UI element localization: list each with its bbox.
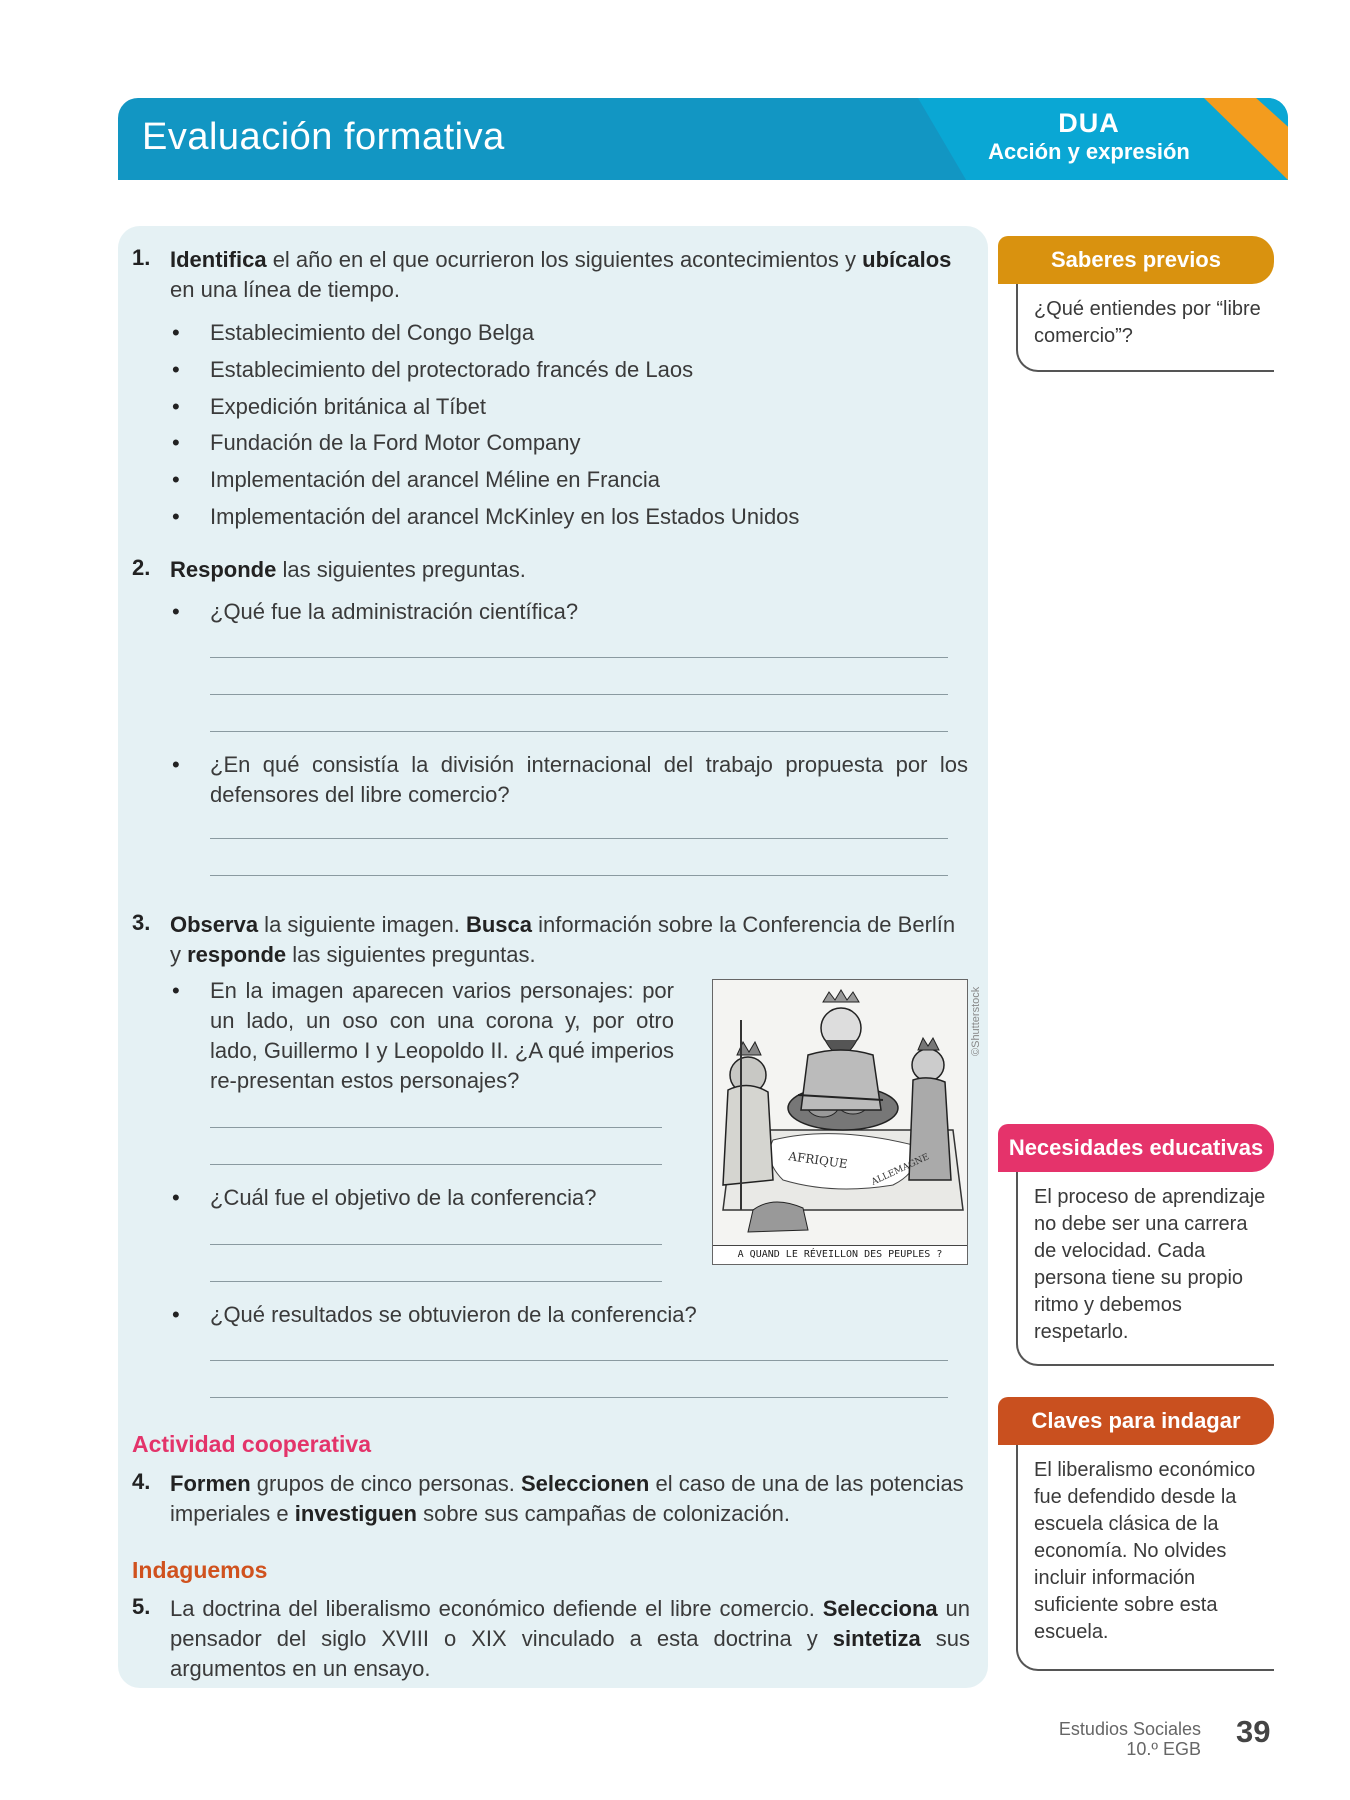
claves-para-indagar-tab: Claves para indagar <box>998 1397 1274 1445</box>
question-3-verb-1: Observa <box>170 912 259 937</box>
answer-line[interactable] <box>210 838 948 839</box>
question-4-number: 4. <box>132 1469 151 1494</box>
q2-item-2: • ¿En qué consistía la división internacional del trabajo propuesta por los defensores del libre comercio? <box>210 750 968 810</box>
header-bar <box>118 98 1288 180</box>
claves-para-indagar-text: El liberalismo económico fue defendido desde la escuela clásica de la economía. No olvides incluir información suficiente sobre esta escuela. <box>1034 1459 1256 1643</box>
question-5-number: 5. <box>132 1594 151 1619</box>
answer-line[interactable] <box>210 1397 948 1398</box>
question-5-text <box>170 1594 970 1684</box>
question-4-verb-2: Seleccionen <box>520 1471 650 1496</box>
question-1-verb-1: Identifica <box>170 247 267 272</box>
indaguemos-title: Indaguemos <box>132 1557 268 1583</box>
answer-line[interactable] <box>210 1244 662 1245</box>
question-1-text-2: en una línea de tiempo. <box>170 277 400 302</box>
question-1-text-1: el año en el que ocurrieron los siguientes acontecimientos y <box>266 247 863 272</box>
question-1-verb-2: ubícalos <box>862 247 952 272</box>
saberes-previos-text: ¿Qué entiendes por “libre comercio”? <box>1034 298 1261 347</box>
question-4-verb-3: investiguen <box>294 1501 417 1526</box>
question-3-verb-3: responde <box>187 942 287 967</box>
question-4-text <box>170 1469 970 1529</box>
grade-level: 10.º EGB <box>1126 1739 1201 1759</box>
q1-item: • Implementación del arancel Méline en Francia <box>210 465 660 495</box>
image-credit: ©Shutterstock <box>970 986 982 1056</box>
question-4-text-3: sobre sus campañas de colonización. <box>416 1501 790 1526</box>
cartoon-drawing <box>713 980 967 1246</box>
question-5-verb-1: Selecciona <box>822 1596 938 1621</box>
answer-line[interactable] <box>210 1127 662 1128</box>
necesidades-educativas-box <box>1016 1172 1274 1366</box>
question-5-text-1: La doctrina del liberalismo económico defiende el libre comercio. <box>170 1596 823 1621</box>
answer-line[interactable] <box>210 1164 662 1165</box>
question-1-number: 1. <box>132 245 151 270</box>
question-3-text-3: las siguientes preguntas. <box>286 942 536 967</box>
answer-line[interactable] <box>210 657 948 658</box>
question-4-verb-1: Formen <box>170 1471 251 1496</box>
question-3-number: 3. <box>132 910 151 935</box>
subject-name: Estudios Sociales <box>1058 1719 1201 1739</box>
page-title: Evaluación formativa <box>142 116 505 158</box>
q1-item: • Implementación del arancel McKinley en los Estados Unidos <box>210 502 799 532</box>
q3-item-2: • ¿Cuál fue el objetivo de la conferencia? <box>210 1183 596 1213</box>
answer-line[interactable] <box>210 731 948 732</box>
question-4-text-2: el caso de una de las potencias imperiales e <box>170 1471 964 1526</box>
question-2-text-body: las siguientes preguntas. <box>276 557 526 582</box>
saberes-previos-tab: Saberes previos <box>998 236 1274 284</box>
berlin-conference-cartoon <box>712 979 968 1265</box>
question-5-text-3: sus argumentos en un ensayo. <box>170 1626 970 1681</box>
question-3-text-1: la siguiente imagen. <box>258 912 466 937</box>
question-4-text-1: grupos de cinco personas. <box>250 1471 521 1496</box>
question-3-text-2: información sobre la Conferencia de Berlín y <box>170 912 956 967</box>
saberes-previos-box <box>1016 284 1274 372</box>
dua-subtitle: Acción y expresión <box>988 139 1190 164</box>
cooperative-title: Actividad cooperativa <box>132 1431 372 1457</box>
q3-item-1: • En la imagen aparecen varios personajes: por un lado, un oso con una corona y, por otro lado, Guillermo I y Leopoldo II. ¿A qué imperios re-presentan estos personajes? <box>210 976 674 1096</box>
question-5-verb-2: sintetiza <box>832 1626 921 1651</box>
claves-para-indagar-box <box>1016 1445 1274 1671</box>
cartoon-caption: A QUAND LE RÉVEILLON DES PEUPLES ? <box>713 1245 967 1264</box>
q1-item: • Fundación de la Ford Motor Company <box>210 428 581 458</box>
q2-item-1: • ¿Qué fue la administración científica? <box>210 597 578 627</box>
answer-line[interactable] <box>210 1281 662 1282</box>
q3-item-3: • ¿Qué resultados se obtuvieron de la conferencia? <box>210 1300 697 1330</box>
question-1-text <box>170 245 970 305</box>
question-2-verb: Responde <box>170 557 277 582</box>
footer-subject <box>1059 1719 1201 1759</box>
page-number: 39 <box>1236 1714 1271 1749</box>
svg-text:AFRIQUE: AFRIQUE <box>787 1149 849 1172</box>
question-2-number: 2. <box>132 555 151 580</box>
question-3-text <box>170 910 970 970</box>
q1-item: • Establecimiento del Congo Belga <box>210 318 534 348</box>
necesidades-educativas-tab: Necesidades educativas <box>998 1124 1274 1172</box>
answer-line[interactable] <box>210 694 948 695</box>
question-5-text-2: un pensador del siglo XVIII o XIX vinculado a esta doctrina y <box>170 1596 970 1651</box>
answer-line[interactable] <box>210 875 948 876</box>
dua-label <box>974 108 1204 165</box>
question-2-text <box>170 555 970 585</box>
svg-text:ALLEMAGNE: ALLEMAGNE <box>870 1152 931 1188</box>
answer-line[interactable] <box>210 1360 948 1361</box>
q1-item: • Expedición británica al Tíbet <box>210 392 486 422</box>
question-3-verb-2: Busca <box>465 912 533 937</box>
necesidades-educativas-text: El proceso de aprendizaje no debe ser una carrera de velocidad. Cada persona tiene su propio ritmo y debemos respetarlo. <box>1034 1186 1266 1343</box>
dua-title: DUA <box>1058 108 1120 138</box>
q1-item: • Establecimiento del protectorado francés de Laos <box>210 355 693 385</box>
